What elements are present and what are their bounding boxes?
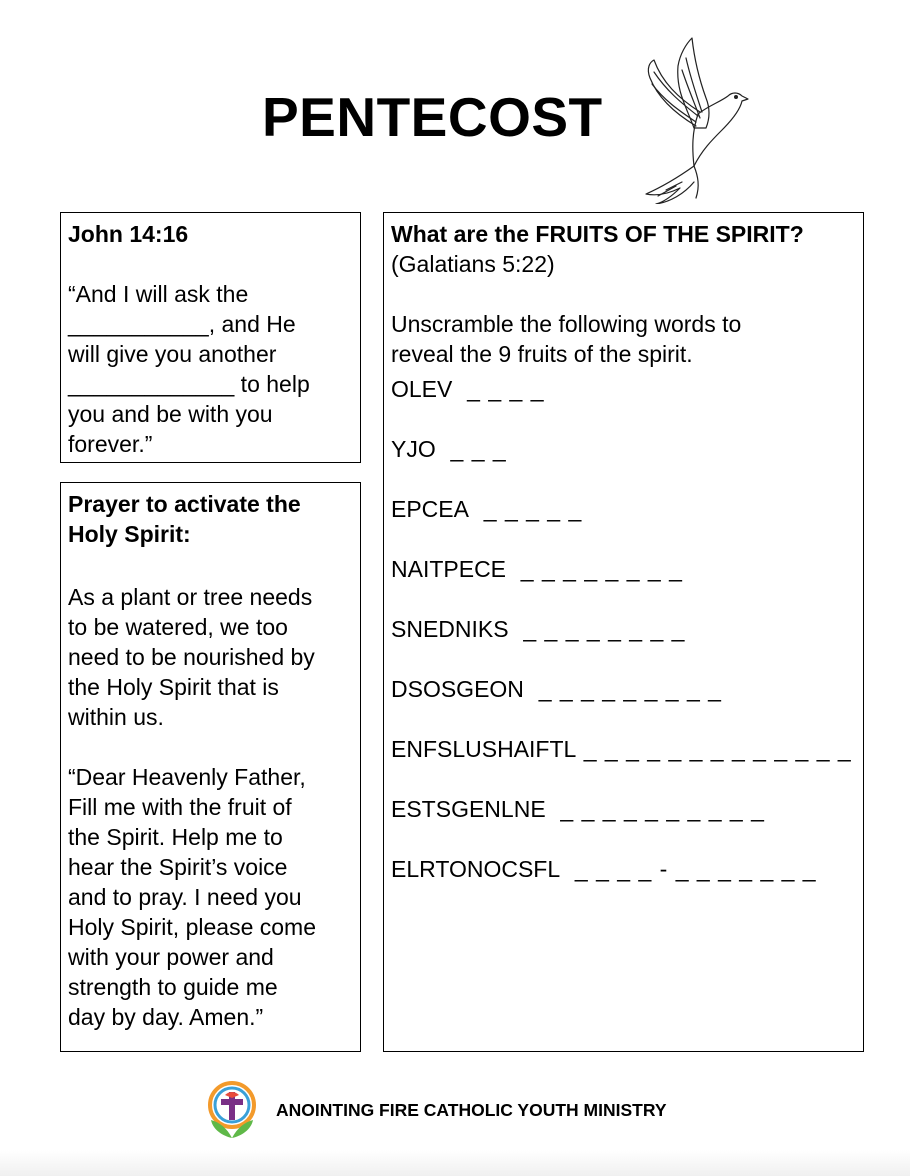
prayer-line: hear the Spirit’s voice — [68, 854, 288, 880]
prayer-paragraph-intro — [68, 582, 353, 732]
answer-blanks[interactable]: _ _ _ _ — [452, 376, 545, 402]
fruits-heading: What are the FRUITS OF THE SPIRIT? — [391, 221, 804, 247]
prayer-line: need to be nourished by — [68, 644, 315, 670]
prayer-heading-line: Holy Spirit: — [68, 521, 191, 547]
answer-blanks[interactable]: _ _ _ _ - _ _ _ _ _ _ _ — [560, 856, 817, 882]
scramble-row — [391, 434, 856, 464]
answer-blanks[interactable]: _ _ _ _ _ _ _ _ — [508, 616, 686, 642]
scramble-row — [391, 494, 856, 524]
prayer-line: strength to guide me — [68, 974, 278, 1000]
scrambled-word: NAITPECE — [391, 556, 507, 582]
fruits-reference: (Galatians 5:22) — [391, 251, 555, 277]
prayer-heading-line: Prayer to activate the — [68, 491, 301, 517]
john-line: “And I will ask the — [68, 281, 249, 307]
prayer-line: and to pray. I need you — [68, 884, 302, 910]
prayer-line: Fill me with the fruit of — [68, 794, 292, 820]
fruits-instruction-line: reveal the 9 fruits of the spirit. — [391, 341, 693, 367]
john-line: ___________, and He — [68, 311, 296, 337]
prayer-line: to be watered, we too — [68, 614, 288, 640]
prayer-line: with your power and — [68, 944, 274, 970]
answer-blanks[interactable]: _ _ _ _ _ _ _ _ — [506, 556, 683, 582]
fruits-instruction-line: Unscramble the following words to — [391, 311, 742, 337]
prayer-line: As a plant or tree needs — [68, 584, 313, 610]
page-bottom-shadow — [0, 1150, 910, 1176]
prayer-paragraph-prayer — [68, 762, 353, 1032]
prayer-box — [60, 482, 361, 1052]
page-title: PENTECOST — [262, 86, 603, 148]
prayer-line: within us. — [68, 704, 164, 730]
scramble-list — [391, 374, 856, 884]
footer — [0, 1080, 910, 1144]
scrambled-word: YJO — [391, 436, 436, 462]
answer-blanks[interactable]: _ _ _ _ _ _ _ _ _ _ — [545, 796, 765, 822]
john-line: you and be with you — [68, 401, 273, 427]
answer-blanks[interactable]: _ _ _ — [435, 436, 507, 462]
scrambled-word: SNEDNIKS — [391, 616, 509, 642]
scramble-row — [391, 854, 856, 884]
scramble-row — [391, 674, 856, 704]
ministry-logo — [205, 1080, 259, 1142]
john-verse-box — [60, 212, 361, 463]
scramble-row — [391, 734, 856, 764]
prayer-line: the Holy Spirit that is — [68, 674, 279, 700]
scramble-row — [391, 614, 856, 644]
john-line: will give you another — [68, 341, 277, 367]
ministry-name: ANOINTING FIRE CATHOLIC YOUTH MINISTRY — [276, 1100, 667, 1120]
prayer-heading — [68, 489, 353, 549]
fruits-box — [383, 212, 864, 1052]
scramble-row — [391, 554, 856, 584]
john-line: forever.” — [68, 431, 153, 457]
prayer-line: day by day. Amen.” — [68, 1004, 264, 1030]
john-heading: John 14:16 — [68, 221, 189, 247]
answer-blanks[interactable]: _ _ _ _ _ _ _ _ _ — [523, 676, 722, 702]
dove-icon — [636, 36, 754, 204]
prayer-line: the Spirit. Help me to — [68, 824, 283, 850]
scramble-row — [391, 794, 856, 824]
scrambled-word: OLEV — [391, 376, 453, 402]
answer-blanks[interactable]: _ _ _ _ _ — [468, 496, 583, 522]
john-line: _____________ to help — [68, 371, 310, 397]
prayer-line: Holy Spirit, please come — [68, 914, 316, 940]
logo-cross-horizontal — [221, 1099, 243, 1105]
scrambled-word: ENFSLUSHAIFTL — [391, 736, 577, 762]
scrambled-word: ELRTONOCSFL — [391, 856, 561, 882]
prayer-line: “Dear Heavenly Father, — [68, 764, 306, 790]
scrambled-word: DSOSGEON — [391, 676, 524, 702]
answer-blanks[interactable]: _ _ _ _ _ _ _ _ _ _ _ _ _ — [576, 736, 852, 762]
scrambled-word: EPCEA — [391, 496, 469, 522]
scrambled-word: ESTSGENLNE — [391, 796, 546, 822]
scramble-row — [391, 374, 856, 404]
logo-flame — [225, 1092, 239, 1098]
